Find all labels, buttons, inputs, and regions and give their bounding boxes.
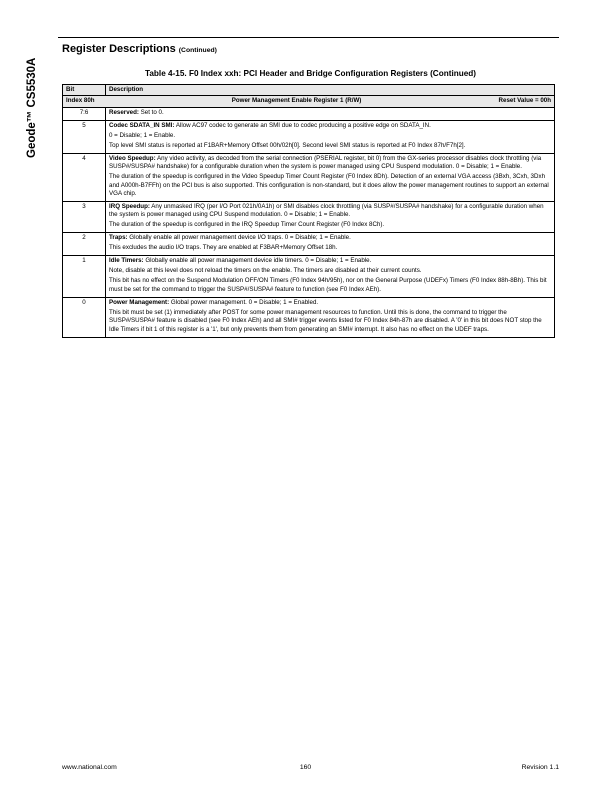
field-label: Reserved: (109, 108, 139, 116)
table-header-row (63, 85, 555, 96)
bit-cell: 2 (63, 233, 106, 256)
field-text: Any unmasked IRQ (per I/O Port 021h/0A1h) or SMI disables clock throttling (via SUSP#/SUSPA# handshake) for a configurable duration when the system is power managed using CPU Suspend modulation. 0 = Disable; 1 = Enable. (109, 203, 544, 219)
table-row (63, 297, 555, 337)
side-title (22, 30, 44, 160)
bit-cell: 3 (63, 202, 106, 233)
bit-cell: 7:6 (63, 107, 106, 120)
description-note: Top level SMI status is reported at F1BAR+Memory Offset 00h/02h[0]. Second level SMI status is reported at F0 Index 87h/F7h[2]. (109, 141, 466, 149)
footer-revision: Revision 1.1 (521, 764, 559, 771)
field-text: Set to 0. (138, 108, 164, 116)
register-header-cell (63, 96, 555, 107)
description-note: Note, disable at this level does not reload the timers on the enable. The timers are disabled at their current counts. (109, 267, 422, 275)
table-row (63, 256, 555, 297)
description-note: This excludes the audio I/O traps. They are enabled at F3BAR+Memory Offset 18h. (109, 244, 338, 252)
description-cell (106, 202, 555, 233)
header-rule (58, 37, 559, 38)
bit-cell: 1 (63, 256, 106, 297)
description-paragraph (109, 203, 551, 220)
description-note: This bit has no effect on the Suspend Modulation OFF/ON Timers (F0 Index 94h/95h), nor on the General Purpose (UDEFx) Timers (F0 Index 88h-8Bh). This bit must be set for the command to trigger the SUSP#/SUSPA# feature to function (see F0 Index AEh). (109, 277, 547, 293)
description-note: This bit must be set (1) immediately after POST for some power management resources to function. Until this is done, the command to trigger the SUSP#/SUSPA# feature is disabled (see F0 Index AEh) and all SMI# trigger events listed for F0 Index 84h-87h are disabled. A '0' in this bit does NOT stop the Idle Timers if bit 1 of this register is a '1', but only prevents them from generating an SMI# interrupt. It also has no effect on the UDEF traps. (109, 308, 542, 333)
description-paragraph (109, 122, 551, 130)
description-paragraph (109, 257, 551, 265)
field-label: Idle Timers: (109, 257, 144, 265)
side-title-text: Geode™ CS5530A (26, 57, 38, 158)
bit-cell: 4 (63, 153, 106, 201)
section-title-text: Register Descriptions (62, 43, 176, 55)
description-cell (106, 153, 555, 201)
table-row (63, 202, 555, 233)
description-paragraph (109, 155, 551, 172)
description-note: The duration of the speedup is configured in the IRQ Speedup Timer Count Register (F0 Index 8Ch). (109, 221, 385, 229)
register-header-row (63, 96, 555, 107)
field-label: IRQ Speedup: (109, 203, 150, 211)
field-label: Traps: (109, 234, 128, 242)
description-cell (106, 256, 555, 297)
register-index: Index 80h (66, 97, 95, 105)
description-cell (106, 297, 555, 337)
register-table (62, 84, 555, 338)
field-text: Globally enable all power management device I/O traps. 0 = Disable; 1 = Enable. (127, 234, 351, 242)
description-paragraph (109, 234, 551, 242)
register-reset-value: Reset Value = 00h (498, 97, 551, 105)
description-cell (106, 120, 555, 153)
bit-cell: 5 (63, 120, 106, 153)
field-text: Allow AC97 codec to generate an SMI due to codec producing a positive edge on SDATA_IN. (174, 121, 431, 129)
table-row (63, 153, 555, 201)
description-paragraph (109, 109, 551, 117)
field-text: Any video activity, as decoded from the serial connection (PSERIAL register, bit 0) from the GX-series processor disables clock throttling (via SUSP#/SUSPA# handshake) for a configurable duration when the system is power managed using CPU Suspend modulation. 0 = Disable; 1 = Enable. (109, 154, 542, 171)
description-cell (106, 233, 555, 256)
field-text: Globally enable all power management device idle timers. 0 = Disable; 1 = Enable. (143, 257, 372, 265)
table-row (63, 233, 555, 256)
column-header-description: Description (106, 85, 555, 96)
table-row (63, 107, 555, 120)
field-label: Codec SDATA_IN SMI: (109, 121, 175, 129)
section-title-suffix: (Continued) (178, 47, 217, 54)
register-name: Power Management Enable Register 1 (R/W) (231, 97, 362, 105)
description-note: 0 = Disable; 1 = Enable. (109, 131, 176, 139)
field-label: Power Management: (109, 298, 170, 306)
bit-cell: 0 (63, 297, 106, 337)
field-text: Global power management. 0 = Disable; 1 = Enabled. (169, 298, 319, 306)
description-cell (106, 107, 555, 120)
table-row (63, 120, 555, 153)
column-header-bit: Bit (63, 85, 106, 96)
footer-url: www.national.com (62, 764, 117, 771)
section-title (62, 43, 217, 55)
description-note: The duration of the speedup is configured in the Video Speedup Timer Count Register (F0 Index 8Dh). Detection of an external VGA access (3Bxh, 3Cxh, 3Dxh and A000h-B7FFh) on the PCI bus is also supported. This configuration is non-standard, but it does allow the power management routines to support an external VGA chip. (109, 173, 549, 198)
description-paragraph (109, 299, 551, 307)
footer-page-number: 160 (299, 764, 312, 771)
field-label: Video Speedup: (109, 154, 156, 162)
table-title: Table 4-15. F0 Index xxh: PCI Header and Bridge Configuration Registers (Continued) (144, 69, 477, 78)
